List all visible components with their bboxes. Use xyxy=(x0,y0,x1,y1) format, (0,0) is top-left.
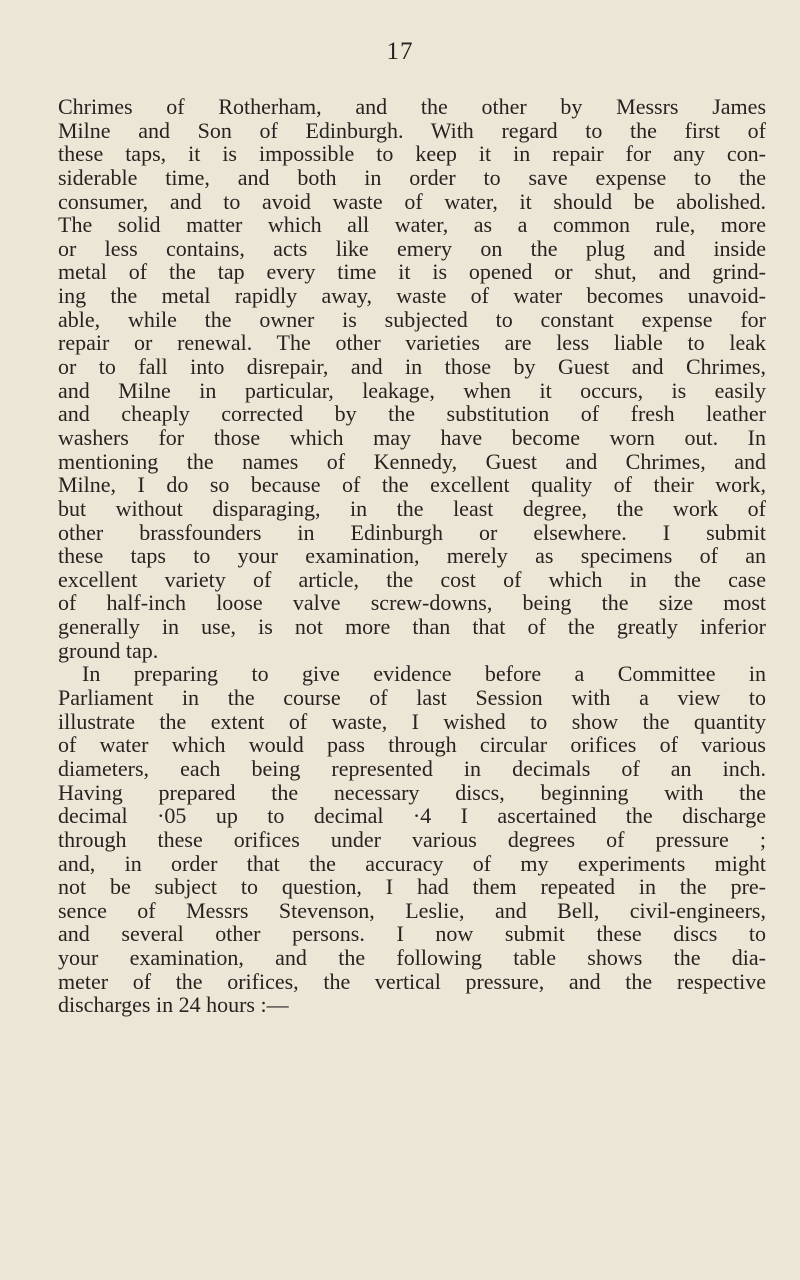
text-line: washers for those which may have become worn out. In xyxy=(58,424,766,450)
body-text xyxy=(58,95,766,1017)
text-line: siderable time, and both in order to save expense to the xyxy=(58,164,766,190)
text-line: and cheaply corrected by the substitution of fresh leather xyxy=(58,401,766,427)
text-line: Milne and Son of Edinburgh. With regard to the first of xyxy=(58,117,766,143)
text-line: but without disparaging, in the least degree, the work of xyxy=(58,495,766,521)
text-line: decimal ·05 up to decimal ·4 I ascertained the discharge xyxy=(58,803,766,829)
text-line: sence of Messrs Stevenson, Leslie, and Bell, civil-engineers, xyxy=(58,897,766,923)
text-line: and Milne in particular, leakage, when it occurs, is easily xyxy=(58,377,766,403)
text-line: Having prepared the necessary discs, beginning with the xyxy=(58,779,766,805)
text-line: meter of the orifices, the vertical pressure, and the respective xyxy=(58,968,766,994)
text-line: ing the metal rapidly away, waste of water becomes unavoid- xyxy=(58,283,766,309)
text-line: or to fall into disrepair, and in those by Guest and Chrimes, xyxy=(58,354,766,380)
text-line: of water which would pass through circular orifices of various xyxy=(58,732,766,758)
page-number: 17 xyxy=(386,38,414,65)
text-line: able, while the owner is subjected to constant expense for xyxy=(58,306,766,332)
text-line-paragraph-end: ground tap. xyxy=(58,637,159,663)
text-line: metal of the tap every time it is opened or shut, and grind- xyxy=(58,259,766,285)
text-line: Parliament in the course of last Session with a view to xyxy=(58,685,766,711)
text-line: The solid matter which all water, as a common rule, more xyxy=(58,212,766,238)
text-line: generally in use, is not more than that of the greatly inferior xyxy=(58,614,766,640)
text-line: Milne, I do so because of the excellent quality of their work, xyxy=(58,472,766,498)
text-line: of half-inch loose valve screw-downs, being the size most xyxy=(58,590,766,616)
text-line: other brassfounders in Edinburgh or elsewhere. I submit xyxy=(58,519,766,545)
text-line: these taps to your examination, merely as specimens of an xyxy=(58,543,766,569)
text-line: or less contains, acts like emery on the plug and inside xyxy=(58,235,766,261)
text-line-paragraph-start: In preparing to give evidence before a Committee in xyxy=(82,661,766,687)
text-line: your examination, and the following table shows the dia- xyxy=(58,945,766,971)
text-line: through these orifices under various degrees of pressure ; xyxy=(58,826,766,852)
text-line: Chrimes of Rotherham, and the other by Messrs James xyxy=(58,94,766,119)
text-line: repair or renewal. The other varieties are less liable to leak xyxy=(58,330,766,356)
text-line: diameters, each being represented in decimals of an inch. xyxy=(58,755,766,781)
text-line: not be subject to question, I had them repeated in the pre- xyxy=(58,874,766,900)
text-line: and, in order that the accuracy of my experiments might xyxy=(58,850,766,876)
text-line-paragraph-end: discharges in 24 hours :— xyxy=(58,992,289,1018)
text-line: and several other persons. I now submit these discs to xyxy=(58,921,766,947)
text-line: illustrate the extent of waste, I wished to show the quantity xyxy=(58,708,766,734)
text-line: mentioning the names of Kennedy, Guest and Chrimes, and xyxy=(58,448,766,474)
text-line: these taps, it is impossible to keep it in repair for any con- xyxy=(58,141,766,167)
text-line: consumer, and to avoid waste of water, it should be abolished. xyxy=(58,188,766,214)
text-line: excellent variety of article, the cost of which in the case xyxy=(58,566,766,592)
